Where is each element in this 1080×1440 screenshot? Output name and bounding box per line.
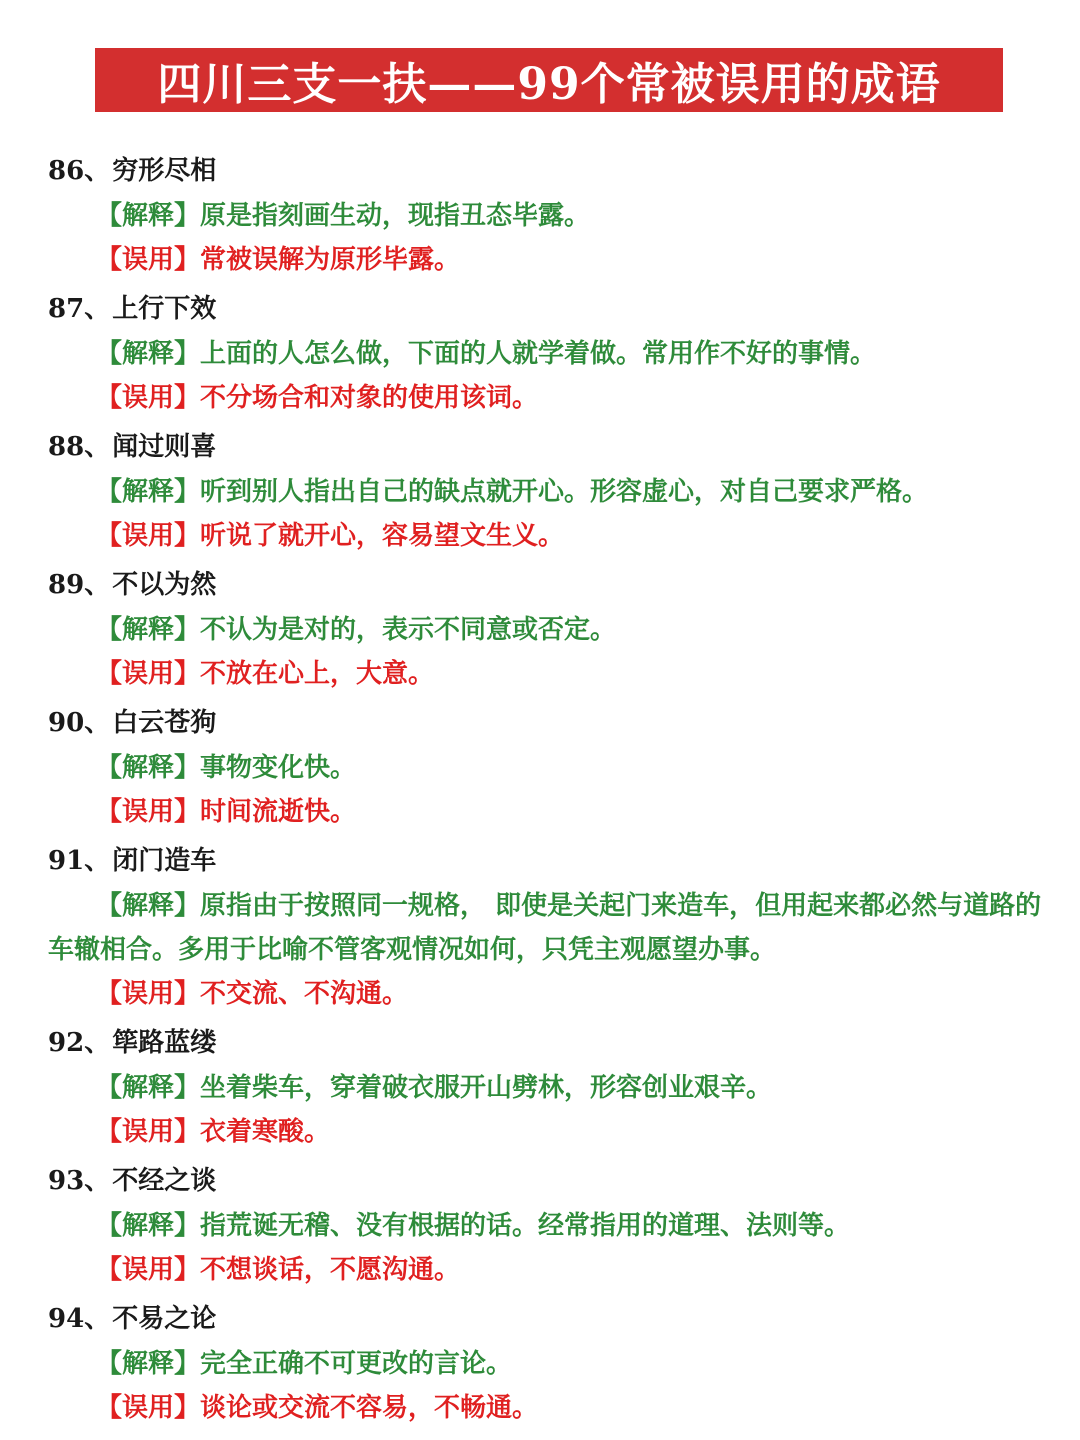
page-title: 四川三支一扶——99个常被误用的成语 (157, 59, 941, 110)
idiom-term: 白云苍狗 (112, 708, 217, 738)
idiom-heading (0, 562, 1080, 608)
idiom-entry-86 (0, 148, 1080, 282)
title-banner (95, 48, 1003, 112)
idiom-heading (0, 424, 1080, 470)
idiom-term: 不经之谈 (112, 1166, 217, 1196)
idiom-explanation (0, 1204, 1080, 1248)
idiom-entry-93 (0, 1158, 1080, 1292)
misuse-tag: 【误用】 (96, 1255, 201, 1285)
explain-text: 不认为是对的，表示不同意或否定。 (200, 615, 617, 645)
misuse-text: 不交流、不沟通。 (200, 979, 409, 1009)
idiom-number: 89 (48, 570, 85, 600)
idiom-separator: 、 (84, 1028, 111, 1058)
misuse-tag: 【误用】 (96, 659, 201, 689)
idiom-entry-89 (0, 562, 1080, 696)
misuse-text: 衣着寒酸。 (200, 1117, 331, 1147)
idiom-term: 不易之论 (112, 1304, 217, 1334)
idiom-heading (0, 286, 1080, 332)
idiom-term: 上行下效 (112, 294, 217, 324)
idiom-explanation (0, 1066, 1080, 1110)
idiom-number: 93 (48, 1166, 85, 1196)
idiom-entry-91 (0, 838, 1080, 1016)
misuse-tag: 【误用】 (96, 521, 201, 551)
idiom-separator: 、 (84, 1166, 111, 1196)
explain-text: 听到别人指出自己的缺点就开心。形容虚心，对自己要求严格。 (200, 477, 929, 507)
idiom-explanation (0, 608, 1080, 652)
idiom-explanation (0, 746, 1080, 790)
explain-text: 上面的人怎么做，下面的人就学着做。常用作不好的事情。 (200, 339, 877, 369)
idiom-heading (0, 700, 1080, 746)
idiom-separator: 、 (84, 156, 111, 186)
idiom-explanation (0, 470, 1080, 514)
idiom-heading (0, 1296, 1080, 1342)
idiom-term: 闻过则喜 (112, 432, 217, 462)
idiom-heading (0, 838, 1080, 884)
explain-text: 坐着柴车，穿着破衣服开山劈林，形容创业艰辛。 (200, 1073, 773, 1103)
explain-text: 完全正确不可更改的言论。 (200, 1349, 513, 1379)
explain-tag: 【解释】 (96, 201, 201, 231)
explain-tag: 【解释】 (96, 1073, 201, 1103)
misuse-tag: 【误用】 (96, 979, 201, 1009)
explain-tag: 【解释】 (96, 1211, 201, 1241)
idiom-number: 88 (48, 432, 85, 462)
misuse-tag: 【误用】 (96, 383, 201, 413)
explain-tag: 【解释】 (96, 339, 201, 369)
idiom-misuse (0, 376, 1080, 420)
idiom-misuse (0, 652, 1080, 696)
idiom-misuse (0, 514, 1080, 558)
misuse-text: 不想谈话，不愿沟通。 (200, 1255, 461, 1285)
idiom-number: 91 (48, 846, 85, 876)
misuse-text: 不放在心上，大意。 (200, 659, 435, 689)
idiom-misuse (0, 1248, 1080, 1292)
idiom-misuse (0, 972, 1080, 1016)
idiom-list (0, 148, 1080, 1434)
idiom-number: 94 (48, 1304, 85, 1334)
idiom-misuse (0, 1110, 1080, 1154)
idiom-heading (0, 1158, 1080, 1204)
idiom-separator: 、 (84, 570, 111, 600)
misuse-text: 常被误解为原形毕露。 (200, 245, 461, 275)
explain-tag: 【解释】 (96, 477, 201, 507)
idiom-explanation (0, 884, 1080, 972)
idiom-number: 92 (48, 1028, 85, 1058)
idiom-term: 筚路蓝缕 (112, 1028, 217, 1058)
explain-tag: 【解释】 (96, 615, 201, 645)
misuse-text: 谈论或交流不容易，不畅通。 (200, 1393, 539, 1423)
idiom-misuse (0, 238, 1080, 282)
explain-tag: 【解释】 (96, 1349, 201, 1379)
idiom-separator: 、 (84, 846, 111, 876)
idiom-misuse (0, 790, 1080, 834)
idiom-term: 穷形尽相 (112, 156, 217, 186)
explain-text: 原是指刻画生动，现指丑态毕露。 (200, 201, 591, 231)
idiom-explanation (0, 332, 1080, 376)
idiom-explanation (0, 194, 1080, 238)
misuse-text: 听说了就开心，容易望文生义。 (200, 521, 565, 551)
idiom-number: 86 (48, 156, 85, 186)
misuse-tag: 【误用】 (96, 1393, 201, 1423)
idiom-entry-92 (0, 1020, 1080, 1154)
idiom-separator: 、 (84, 432, 111, 462)
misuse-tag: 【误用】 (96, 797, 201, 827)
explain-tag: 【解释】 (96, 891, 201, 921)
idiom-explanation (0, 1342, 1080, 1386)
idiom-separator: 、 (84, 294, 111, 324)
idiom-term: 不以为然 (112, 570, 217, 600)
misuse-tag: 【误用】 (96, 245, 201, 275)
explain-text: 原指由于按照同一规格， 即使是关起门来造车，但用起来都必然与道路的车辙相合。多用于比喻不管客观情况如何，只凭主观愿望办事。 (48, 891, 1042, 965)
explain-text: 事物变化快。 (200, 753, 357, 783)
explain-text: 指荒诞无稽、没有根据的话。经常指用的道理、法则等。 (200, 1211, 851, 1241)
idiom-heading (0, 1020, 1080, 1066)
idiom-entry-90 (0, 700, 1080, 834)
idiom-number: 90 (48, 708, 85, 738)
idiom-heading (0, 148, 1080, 194)
idiom-number: 87 (48, 294, 85, 324)
explain-tag: 【解释】 (96, 753, 201, 783)
idiom-separator: 、 (84, 708, 111, 738)
idiom-misuse (0, 1386, 1080, 1430)
misuse-text: 不分场合和对象的使用该词。 (200, 383, 539, 413)
misuse-text: 时间流逝快。 (200, 797, 357, 827)
idiom-entry-94 (0, 1296, 1080, 1430)
idiom-term: 闭门造车 (112, 846, 217, 876)
idiom-entry-88 (0, 424, 1080, 558)
idiom-entry-87 (0, 286, 1080, 420)
misuse-tag: 【误用】 (96, 1117, 201, 1147)
idiom-separator: 、 (84, 1304, 111, 1334)
